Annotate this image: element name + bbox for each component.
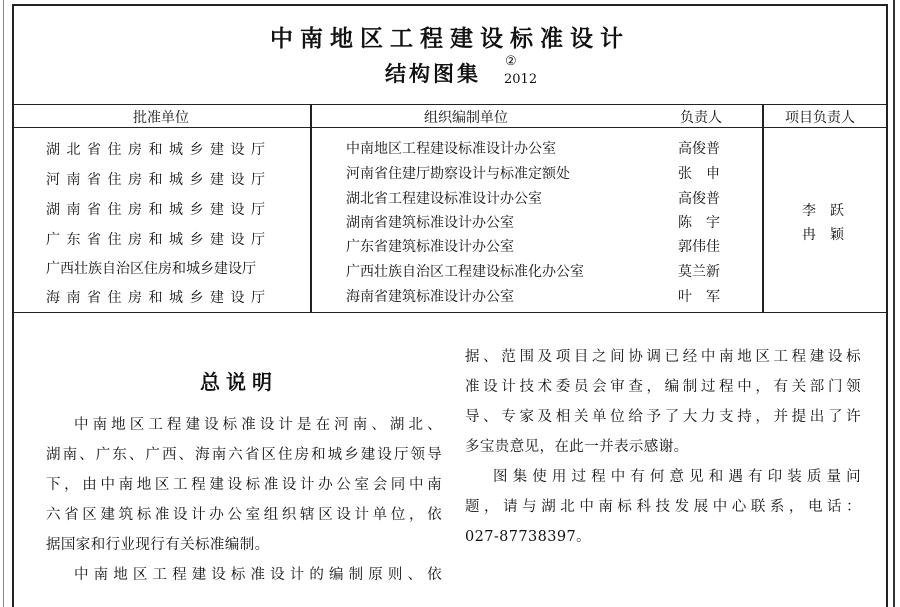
table-header-divider: [12, 127, 888, 128]
paragraph-left: [46, 410, 442, 590]
approver-cell: 广东省住房和城乡建设厅: [46, 232, 272, 248]
text-line: 下，由中南地区工程建设标准设计办公室会同中南: [46, 477, 442, 493]
text-line: 导、专家及相关单位给予了大力支持，并提出了许: [465, 409, 861, 425]
organizer-cell: 广东省建筑标准设计办公室: [346, 239, 514, 255]
document-subtitle: 结构图集: [385, 62, 481, 86]
text-line: 中南地区工程建设标准设计是在河南、湖北、: [74, 417, 442, 433]
approver-cell: 湖南省住房和城乡建设厅: [46, 202, 272, 218]
responsible-cell: 郭伟佳: [678, 239, 720, 255]
paragraph-right: [465, 342, 861, 552]
table-column-divider: [310, 104, 312, 313]
responsible-cell: 高俊普: [678, 191, 720, 207]
header-project-lead: 项目负责人: [785, 110, 855, 126]
organizer-cell: 湖北省工程建设标准设计办公室: [346, 191, 542, 207]
approver-cell: 湖北省住房和城乡建设厅: [46, 142, 272, 158]
organizer-cell: 湖南省建筑标准设计办公室: [346, 215, 514, 231]
header-approver: 批准单位: [133, 110, 189, 126]
table-column-divider: [762, 104, 764, 313]
phone-number: 027-87738397。: [465, 529, 592, 545]
responsible-cell: 张 申: [678, 166, 720, 182]
text-line: 据、范围及项目之间协调已经中南地区工程建设标: [465, 349, 861, 365]
text-line: 中南地区工程建设标准设计的编制原则、依: [74, 567, 442, 583]
organizer-cell: 海南省建筑标准设计办公室: [346, 289, 514, 305]
text-line: 湖南、广东、广西、海南六省区住房和城乡建设厅领导: [46, 447, 442, 463]
page-edge-right: [893, 0, 895, 607]
project-lead-cell: 冉 颖: [802, 227, 844, 243]
text-line: 六省区建筑标准设计办公室组织辖区设计单位，依: [46, 507, 442, 523]
text-line: 图集使用过程中有何意见和遇有印装质量问: [493, 469, 861, 485]
header-responsible: 负责人: [680, 110, 722, 126]
responsible-cell: 高俊普: [678, 141, 720, 157]
volume-number: ②: [505, 54, 517, 69]
text-line: 多宝贵意见，在此一并表示感谢。: [465, 439, 689, 455]
responsible-cell: 陈 宇: [678, 215, 720, 231]
approver-cell: 海南省住房和城乡建设厅: [46, 290, 272, 306]
page-edge-left: [3, 0, 4, 607]
organizer-cell: 广西壮族自治区工程建设标准化办公室: [346, 264, 584, 280]
responsible-cell: 莫兰新: [678, 264, 720, 280]
text-line: 据国家和行业现行有关标准编制。: [46, 537, 270, 553]
text-line: 题，请与湖北中南标科技发展中心联系，电话：: [465, 499, 861, 515]
header-organizer: 组织编制单位: [424, 110, 508, 126]
text-line: 准设计技术委员会审查，编制过程中，有关部门领: [465, 379, 861, 395]
organizer-cell: 河南省住建厅勘察设计与标准定额处: [346, 166, 570, 182]
organizer-cell: 中南地区工程建设标准设计办公室: [346, 141, 556, 157]
section-title: 总说明: [200, 370, 278, 394]
project-lead-cell: 李 跃: [802, 203, 844, 219]
approver-cell: 河南省住房和城乡建设厅: [46, 172, 272, 188]
responsible-cell: 叶 军: [678, 289, 720, 305]
document-title: 中南地区工程建设标准设计: [270, 26, 630, 52]
edition-year: 2012: [504, 72, 538, 87]
approver-cell: 广西壮族自治区住房和城乡建设厅: [46, 261, 256, 277]
